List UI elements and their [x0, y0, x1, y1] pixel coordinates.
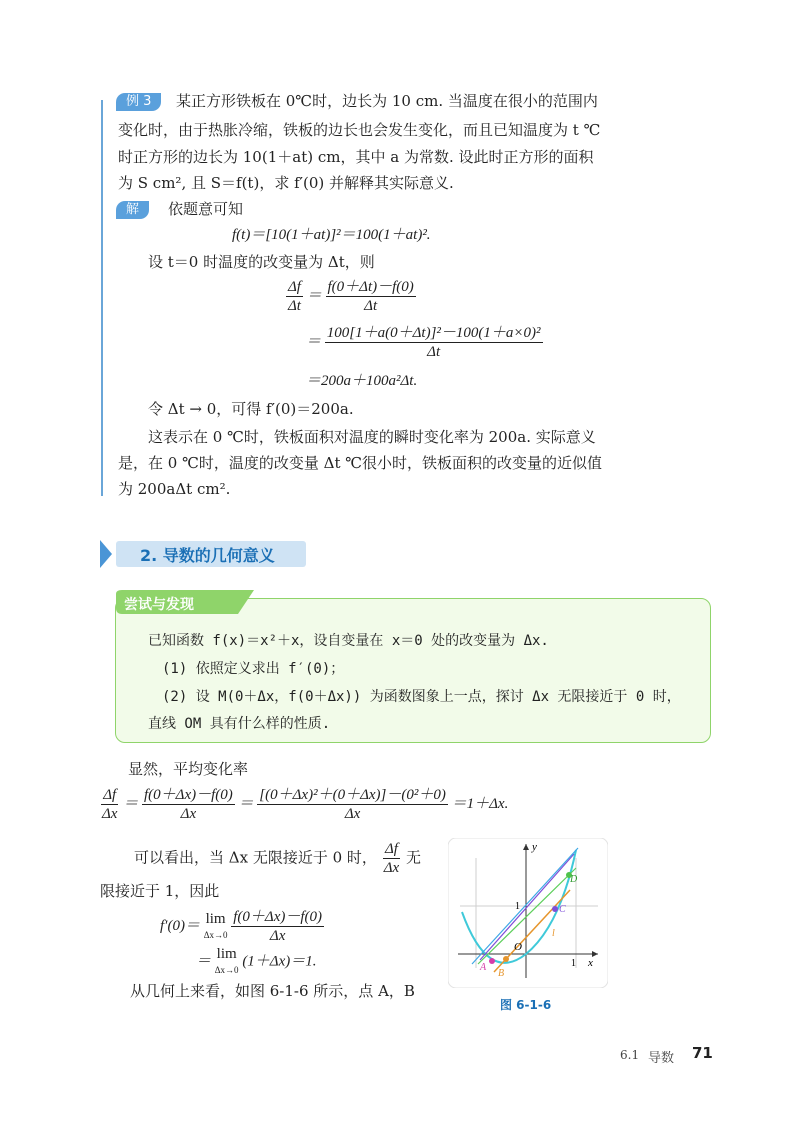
- section-arrow-icon: [100, 540, 112, 568]
- geometry-text: 从几何上来看，如图 6-1-6 所示，点 A，B: [130, 982, 415, 1000]
- label-y: y: [532, 841, 537, 853]
- page-number: 71: [692, 1044, 713, 1062]
- dq-den: Δt: [288, 298, 301, 314]
- explore-line-2: (1) 依照定义求出 f′(0)；: [162, 661, 345, 677]
- avg-lhs-num: Δf: [103, 787, 117, 803]
- example-margin-bar: [101, 100, 103, 496]
- label-a: A: [480, 962, 487, 973]
- avg-mid-den: Δx: [180, 806, 197, 822]
- avg-mid-num: f(0＋Δx)－f(0): [143, 787, 233, 803]
- dq2-num: 100[1＋a(0＋Δt)]²－100(1＋a×0)²: [326, 325, 541, 341]
- figure-6-1-6: [448, 838, 608, 988]
- solution-tag: 解: [116, 201, 149, 219]
- label-x: x: [588, 957, 593, 969]
- label-o: O: [514, 941, 522, 953]
- see-den: Δx: [383, 860, 400, 876]
- example-line-3: 时正方形的边长为 10(1＋at) cm，其中 a 为常数. 设此时正方形的面积: [118, 148, 594, 166]
- label-b: B: [498, 968, 505, 979]
- dq2-den: Δt: [427, 344, 441, 360]
- avg-lhs-den: Δx: [102, 806, 118, 822]
- figure-caption: 图 6-1-6: [500, 998, 552, 1012]
- solution-let: 设 t＝0 时温度的改变量为 Δt，则: [148, 253, 375, 271]
- lim-label: lim: [205, 910, 226, 927]
- example-line-2: 变化时，由于热胀冷缩，铁板的边长也会发生变化，而且已知温度为 t ℃: [118, 121, 601, 139]
- derivative-eq1: [160, 908, 324, 945]
- deriv-lhs: f′(0)＝: [160, 917, 200, 934]
- deriv-den: Δx: [269, 928, 286, 944]
- point-a: [489, 958, 495, 964]
- explore-line-3: (2) 设 M(0＋Δx，f(0＋Δx)) 为函数图象上一点，探讨 Δx 无限接近于 0 时，: [162, 689, 681, 705]
- footer-chapter: 导数: [648, 1051, 675, 1066]
- diff-quotient-eq1: $\frac{\Delta f}{\Delta t}$ ＝ $\frac{f(0+\Delta t)-f(0)}{\Delta t}$: [288, 279, 414, 314]
- label-c: C: [559, 904, 566, 915]
- lim2-subscript: Δx→0: [214, 965, 239, 975]
- footer-section: 6.1: [620, 1048, 640, 1062]
- solution-intro: 依题意可知: [168, 200, 244, 218]
- dq-num: Δf: [288, 279, 301, 295]
- example-tag: 例 3: [116, 93, 161, 111]
- meaning-line-3: 为 200aΔt cm².: [118, 480, 231, 498]
- meaning-line-2: 是，在 0 ℃时，温度的改变量 Δt ℃很小时，铁板面积的改变量的近似值: [118, 454, 603, 472]
- label-one-x: 1: [571, 958, 576, 969]
- diff-quotient-eq2: ＝ $\frac{\text{100[1＋a(0＋Δt)]²－100(1＋a×0)²}}{\Delta t}$: [306, 325, 541, 360]
- section-title: 2. 导数的几何意义: [140, 546, 275, 565]
- obvious-text: 显然，平均变化率: [128, 760, 249, 778]
- point-b: [503, 956, 509, 962]
- explore-line-4: 直线 OM 具有什么样的性质.: [148, 716, 331, 732]
- avg-rhs-den: Δx: [344, 806, 361, 822]
- see-text-a: 可以看出，当 Δx 无限接近于 0 时，: [134, 848, 377, 867]
- explore-tag: 尝试与发现: [124, 597, 194, 613]
- label-l: l: [552, 928, 555, 939]
- diff-quotient-eq3: ＝200a＋100a²Δt.: [306, 373, 418, 389]
- approach-text: 限接近于 1，因此: [100, 882, 220, 900]
- meaning-line-1: 这表示在 0 ℃时，铁板面积对温度的瞬时变化率为 200a. 实际意义: [148, 428, 596, 446]
- label-d: D: [570, 874, 578, 885]
- avg-result: ＝1＋Δx.: [451, 795, 509, 812]
- average-rate-equation: $\frac{\Delta f}{\Delta x}$ ＝ $\frac{f(0+\Delta x)-f(0)}{\Delta x}$ ＝ $\frac{\text{[(0＋Δx)²＋(0＋Δx)]－(0²＋0)}}{\Delta x}$ ＝1＋Δx.: [102, 787, 509, 822]
- see-num: Δf: [384, 841, 398, 857]
- label-one-y: 1: [515, 901, 520, 912]
- point-c: [552, 906, 558, 912]
- derivative-eq2: ＝ lim Δx→0 (1＋Δx)＝1.: [196, 946, 317, 978]
- explore-line-1: 已知函数 f(x)＝x²＋x，设自变量在 x＝0 处的改变量为 Δx.: [148, 633, 549, 649]
- example-line-1: 某正方形铁板在 0℃时，边长为 10 cm. 当温度在很小的范围内: [176, 92, 598, 110]
- see-line: [134, 840, 421, 877]
- dq-rhs-num: f(0＋Δt)－f(0): [327, 279, 414, 295]
- deriv-num: f(0＋Δx)－f(0): [233, 909, 323, 925]
- dq-rhs-den: Δt: [364, 298, 378, 314]
- lim-subscript: Δx→0: [203, 929, 228, 940]
- lim2-label: lim: [216, 946, 237, 962]
- solution-eq1: f(t)＝[10(1＋at)]²＝100(1＋at)².: [232, 227, 431, 243]
- example-line-4: 为 S cm², 且 S＝f(t)，求 f′(0) 并解释其实际意义.: [118, 174, 454, 192]
- avg-rhs-num: [(0＋Δx)²＋(0＋Δx)]－(0²＋0): [259, 787, 446, 803]
- deriv-step2: (1＋Δx)＝1.: [242, 953, 317, 970]
- see-text-b: 无: [405, 848, 421, 867]
- solution-limit: 令 Δt → 0，可得 f′(0)＝200a.: [148, 400, 354, 418]
